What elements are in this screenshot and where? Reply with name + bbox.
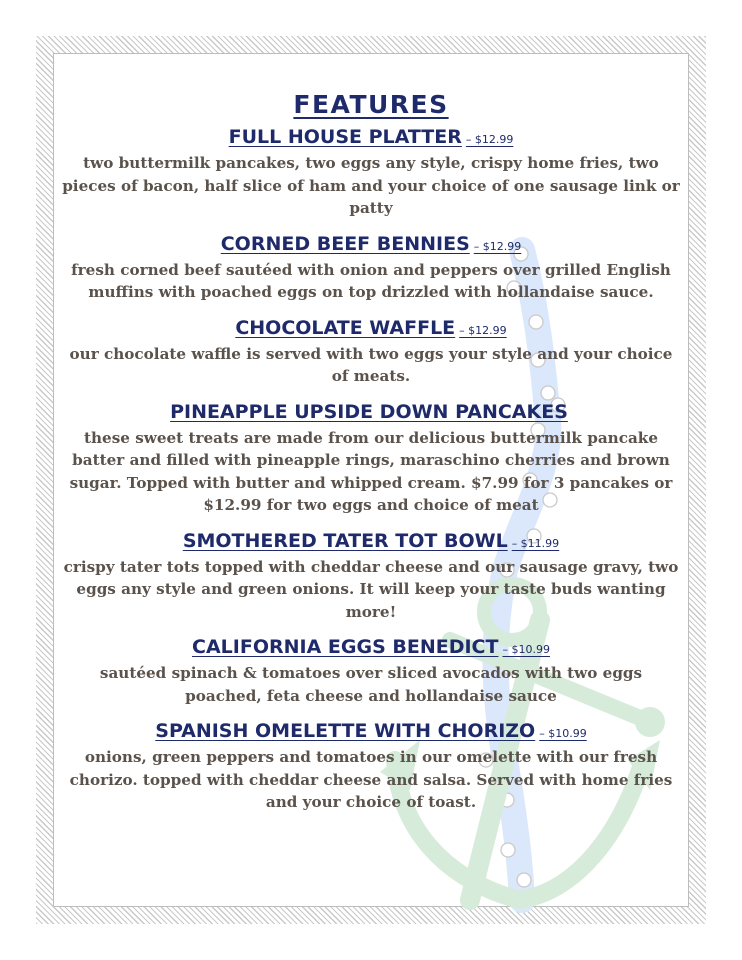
menu-item bbox=[54, 529, 688, 624]
menu-item-description: these sweet treats are made from our delicious buttermilk pancake batter and filled with pineapple rings, maraschino cherries and brown sugar. Topped with butter and whipped cream. $7.99 for 3 pancakes or $12.99 for two eggs and choice of meat bbox=[69, 428, 673, 514]
menu-item-description: our chocolate waffle is served with two eggs your style and your choice of meats. bbox=[69, 344, 673, 385]
menu-item-price: – $10.99 bbox=[502, 643, 550, 656]
menu-item-price: – $11.99 bbox=[511, 536, 560, 550]
menu-item bbox=[54, 125, 688, 220]
menu-item bbox=[54, 232, 688, 304]
menu-item-title bbox=[54, 529, 688, 556]
menu-item bbox=[54, 635, 688, 707]
menu-item-title bbox=[54, 125, 688, 152]
menu-item-price: – $10.99 bbox=[539, 727, 587, 740]
menu-item-name: PINEAPPLE UPSIDE DOWN PANCAKES bbox=[170, 400, 568, 423]
menu-item-title bbox=[54, 400, 688, 427]
page-title: FEATURES bbox=[293, 90, 449, 119]
menu-item-price: – $12.99 bbox=[473, 239, 522, 253]
menu-item-price: – $12.99 bbox=[459, 323, 507, 337]
menu-item bbox=[54, 400, 688, 517]
menu-item-name: CHOCOLATE WAFFLE bbox=[235, 316, 456, 339]
menu-item-title bbox=[54, 316, 688, 343]
menu-item-title bbox=[54, 232, 688, 259]
menu-item-name: SPANISH OMELETTE WITH CHORIZO bbox=[155, 720, 536, 742]
menu-item-name: SMOTHERED TATER TOT BOWL bbox=[182, 529, 508, 552]
menu-item-name: CALIFORNIA EGGS BENEDICT bbox=[192, 636, 499, 658]
menu-item-description: fresh corned beef sautéed with onion and peppers over grilled English muffins with poached eggs on top drizzled with hollandaise sauce. bbox=[71, 260, 671, 301]
menu-item-title bbox=[54, 635, 688, 662]
menu-item bbox=[54, 316, 688, 388]
menu-item-name: CORNED BEEF BENNIES bbox=[220, 232, 470, 255]
menu-item-description: two buttermilk pancakes, two eggs any style, crispy home fries, two pieces of bacon, half slice of ham and your choice of one sausage link or patty bbox=[62, 154, 680, 217]
menu-item bbox=[54, 719, 688, 814]
menu-item-title bbox=[54, 719, 688, 746]
menu-item-price: – $12.99 bbox=[465, 133, 514, 146]
menu-item-name: FULL HOUSE PLATTER bbox=[228, 126, 462, 148]
menu-item-description: sautéed spinach & tomatoes over sliced avocados with two eggs poached, feta cheese and hollandaise sauce bbox=[99, 664, 643, 705]
menu-item-description: onions, green peppers and tomatoes in our omelette with our fresh chorizo. topped with cheddar cheese and salsa. Served with home fries and your choice of toast. bbox=[69, 748, 673, 811]
menu-content bbox=[54, 54, 688, 814]
menu-item-description: crispy tater tots topped with cheddar cheese and our sausage gravy, two eggs any style and green onions. It will keep your taste buds wanting more! bbox=[63, 557, 679, 621]
